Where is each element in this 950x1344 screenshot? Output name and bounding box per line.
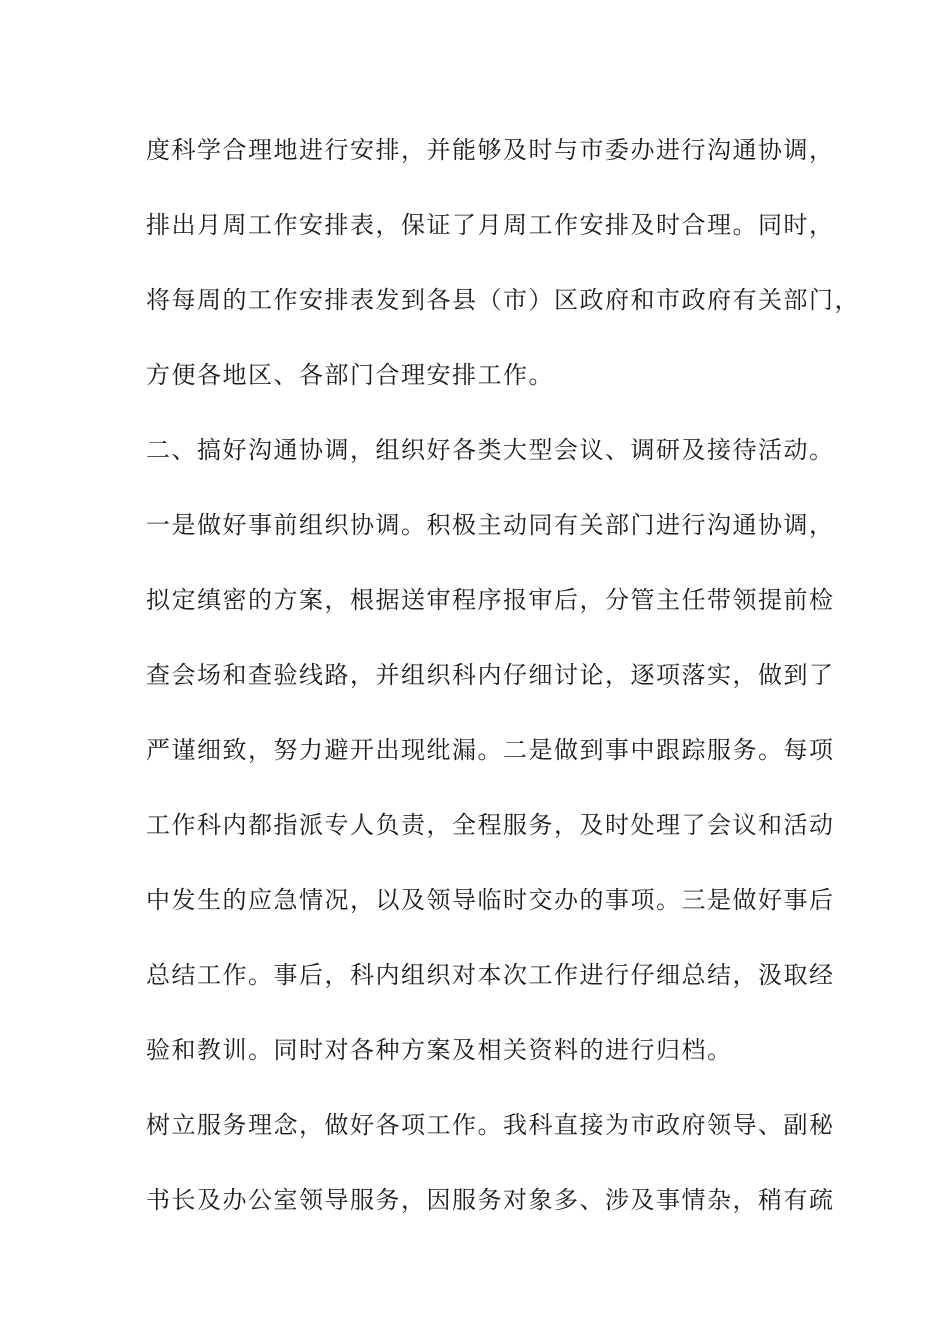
text-line: 排出月周工作安排表，保证了月周工作安排及时合理。同时， xyxy=(146,211,835,239)
text-line: 工作科内都指派专人负责，全程服务，及时处理了会议和活动 xyxy=(146,811,835,839)
text-line: 度科学合理地进行安排，并能够及时与市委办进行沟通协调， xyxy=(146,136,835,164)
text-line: 方便各地区、各部门合理安排工作。 xyxy=(146,361,554,389)
text-line: 验和教训。同时对各种方案及相关资料的进行归档。 xyxy=(146,1036,733,1064)
text-line: 拟定缜密的方案，根据送审程序报审后，分管主任带领提前检 xyxy=(146,586,835,614)
text-line: 查会场和查验线路，并组织科内仔细讨论，逐项落实，做到了 xyxy=(146,661,835,689)
text-line: 中发生的应急情况，以及领导临时交办的事项。三是做好事后 xyxy=(146,886,835,914)
text-line: 书长及办公室领导服务，因服务对象多、涉及事情杂，稍有疏 xyxy=(146,1186,835,1214)
text-line: 将每周的工作安排表发到各县（市）区政府和市政府有关部门， xyxy=(146,286,860,314)
text-line: 严谨细致，努力避开出现纰漏。二是做到事中跟踪服务。每项 xyxy=(146,736,835,764)
text-line: 一是做好事前组织协调。积极主动同有关部门进行沟通协调， xyxy=(146,511,835,539)
text-line: 总结工作。事后，科内组织对本次工作进行仔细总结，汲取经 xyxy=(146,961,835,989)
section-heading: 二、搞好沟通协调，组织好各类大型会议、调研及接待活动。 xyxy=(146,436,835,464)
text-line: 树立服务理念，做好各项工作。我科直接为市政府领导、副秘 xyxy=(146,1111,835,1139)
